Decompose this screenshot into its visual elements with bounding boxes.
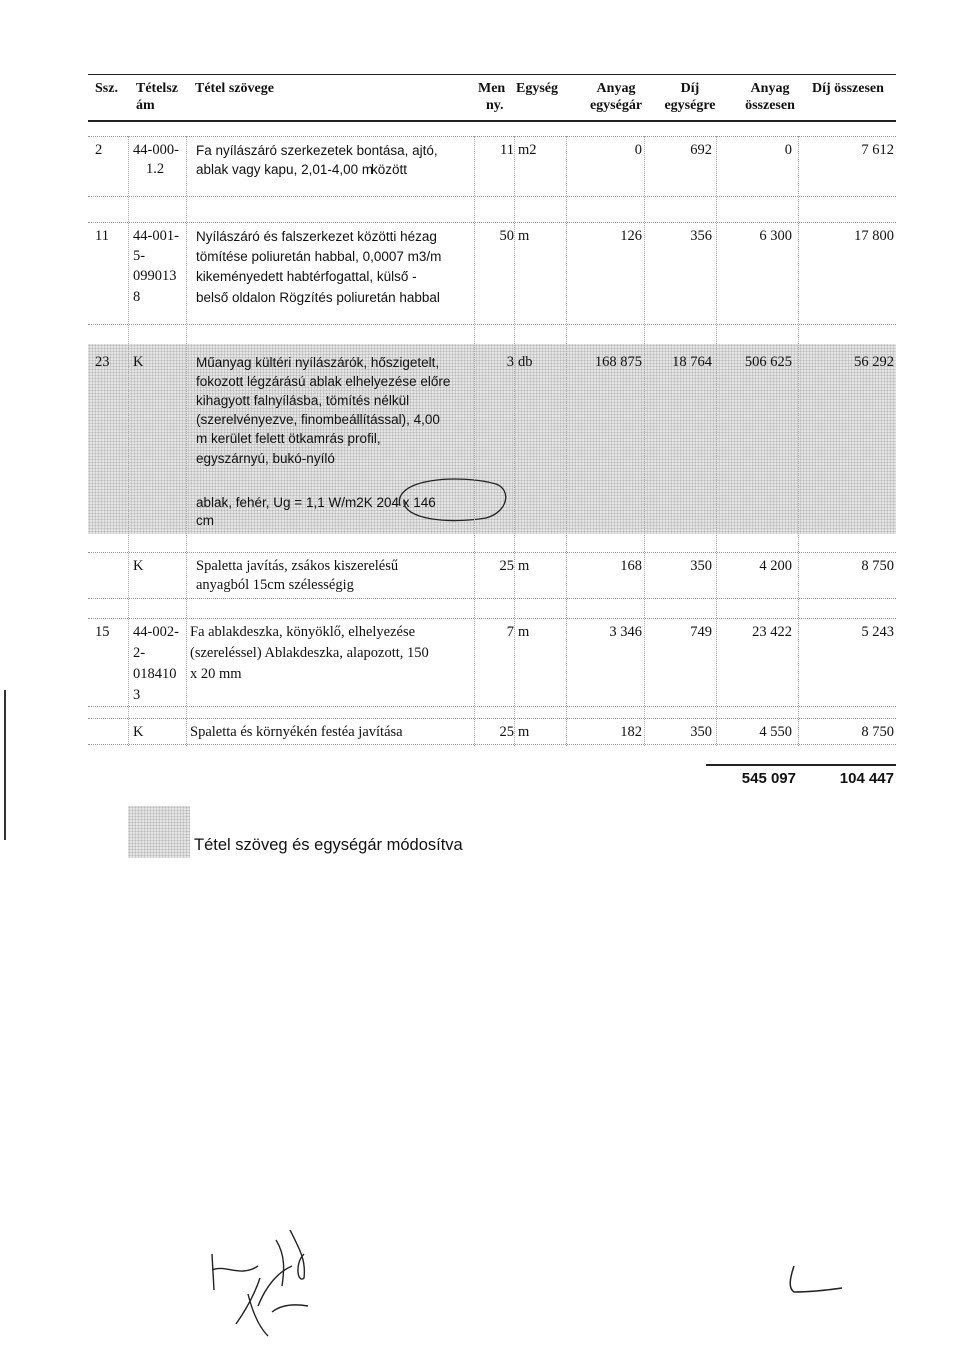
header-tetelszam-2: ám: [136, 98, 155, 113]
row-szoveg: (szerelvényezve, finombeállítással), 4,00: [196, 412, 440, 427]
row-rule: [88, 744, 896, 745]
total-dij-osszesen: 104 447: [839, 770, 894, 787]
row-mennyiseg: 3: [506, 354, 514, 370]
row-anyag-osszesen: 0: [784, 142, 792, 158]
row-egyseg: m: [518, 624, 530, 640]
header-egyseg: Egység: [516, 81, 558, 96]
row-ssz: 15: [95, 624, 110, 640]
row-anyag-egysegar: 126: [620, 228, 642, 244]
row-rule: [88, 136, 896, 137]
row-dij-osszesen: 7 612: [861, 142, 894, 158]
row-mennyiseg: 7: [506, 624, 514, 640]
row-tetelszam: 5-: [133, 248, 146, 264]
row-egyseg: m: [518, 228, 530, 244]
row-dij-egysegre: 749: [690, 624, 712, 640]
header-anyag-egysegar-1: Anyag: [596, 81, 636, 96]
row-egyseg: m: [518, 724, 530, 740]
row-dij-egysegre: 350: [690, 724, 712, 740]
row-anyag-osszesen: 6 300: [759, 228, 792, 244]
signature-left: [200, 1220, 340, 1340]
column-separator: [644, 136, 645, 746]
row-szoveg: Nyílászáró és falszerkezet közötti hézag: [196, 229, 437, 244]
row-tetelszam: 44-001-: [133, 228, 179, 244]
row-dij-egysegre: 350: [690, 558, 712, 574]
legend-note: Tétel szöveg és egységár módosítva: [194, 836, 463, 854]
row-rule: [88, 706, 896, 707]
header-szoveg: Tétel szövege: [195, 81, 274, 96]
row-tetelszam: 44-000-: [133, 142, 179, 158]
row-tetelszam: 099013: [133, 268, 177, 284]
row-anyag-osszesen: 23 422: [752, 624, 792, 640]
row-tetelszam: K: [133, 724, 144, 740]
column-separator: [186, 136, 187, 746]
row-dij-osszesen: 8 750: [861, 558, 894, 574]
row-mennyiseg: 11: [500, 142, 514, 158]
column-separator: [514, 136, 515, 746]
header-bottom-rule: [88, 120, 896, 122]
row-anyag-egysegar: 182: [620, 724, 642, 740]
row-szoveg: x 20 mm: [190, 666, 242, 682]
row-anyag-osszesen: 506 625: [744, 354, 792, 370]
row-rule: [88, 598, 896, 599]
column-separator: [128, 136, 129, 746]
row-dij-osszesen: 56 292: [854, 354, 894, 370]
row-ssz: 2: [95, 142, 103, 158]
row-egyseg: m2: [518, 142, 537, 158]
legend-swatch: [128, 806, 190, 858]
row-rule: [88, 718, 896, 719]
row-tetelszam: 2-: [133, 645, 146, 661]
row-szoveg: Műanyag kültéri nyílászárók, hőszigetelt,: [196, 355, 440, 370]
row-mennyiseg: 25: [499, 724, 514, 740]
row-dij-egysegre: 18 764: [672, 354, 712, 370]
row-anyag-osszesen: 4 200: [759, 558, 792, 574]
row-szoveg: Fa ablakdeszka, könyöklő, elhelyezése: [190, 624, 416, 640]
header-anyag-osszesen-2: összesen: [745, 98, 795, 113]
header-mennyiseg-1: Men: [478, 81, 506, 96]
row-tetelszam: 3: [133, 687, 141, 703]
row-szoveg: fokozott légzárású ablak elhelyezése előre: [196, 374, 451, 389]
column-separator: [474, 136, 475, 746]
row-szoveg: kikeményedett habtérfogattal, külső -: [196, 269, 417, 284]
column-separator: [716, 136, 717, 746]
header-anyag-egysegar-2: egységár: [589, 98, 643, 113]
row-tetelszam: K: [133, 558, 144, 574]
row-dij-egysegre: 356: [690, 228, 712, 244]
row-ssz: 23: [95, 354, 110, 370]
row-dij-egysegre: 692: [690, 142, 712, 158]
row-szoveg: Spaletta és környékén festéa javítása: [190, 724, 403, 740]
row-szoveg: Fa nyílászáró szerkezetek bontása, ajtó,: [196, 143, 438, 158]
row-szoveg: ablak, fehér, Ug = 1,1 W/m2K 204 x 146: [196, 495, 436, 510]
header-ssz: Ssz.: [95, 81, 118, 96]
column-separator: [798, 136, 799, 746]
row-szoveg: ablak vagy kapu, 2,01-4,00 m: [196, 162, 374, 177]
total-anyag-osszesen: 545 097: [741, 770, 796, 787]
row-ssz: 11: [95, 228, 109, 244]
row-rule: [88, 552, 896, 553]
header-mennyiseg-2: ny.: [486, 98, 504, 113]
row-tetelszam: 018410: [133, 666, 177, 682]
header-dij-egysegre-2: egységre: [664, 98, 716, 113]
row-egyseg: db: [518, 354, 533, 370]
header-dij-egysegre-1: Díj: [680, 81, 700, 96]
row-rule: [88, 618, 896, 619]
row-szoveg: belső oldalon Rögzítés poliuretán habbal: [196, 290, 440, 305]
row-anyag-egysegar: 168 875: [594, 354, 642, 370]
row-anyag-egysegar: 3 346: [609, 624, 642, 640]
hand-drawn-circle-mark: [300, 470, 530, 530]
signature-right: [780, 1258, 860, 1298]
header-dij-osszesen: Díj összesen: [812, 81, 884, 96]
column-separator: [566, 136, 567, 746]
row-szoveg: kihagyott falnyílásba, tömítés nélkül: [196, 393, 410, 408]
row-rule: [88, 324, 896, 325]
row-dij-osszesen: 8 750: [861, 724, 894, 740]
header-tetelszam-1: Tételsz: [136, 81, 178, 96]
totals-rule: [706, 764, 896, 766]
row-szoveg: m kerület felett ötkamrás profil,: [196, 431, 381, 446]
header-top-rule: [88, 74, 896, 75]
scan-edge-mark: [4, 690, 6, 840]
row-szoveg: egyszárnyú, bukó-nyíló: [196, 451, 335, 466]
row-anyag-egysegar: 168: [620, 558, 642, 574]
row-tetelszam: K: [133, 354, 144, 370]
row-tetelszam: 1.2: [146, 161, 165, 177]
row-dij-osszesen: 17 800: [854, 228, 894, 244]
row-rule: [88, 222, 896, 223]
row-szoveg: cm: [196, 513, 214, 528]
row-tetelszam: 44-002-: [133, 624, 179, 640]
row-dij-osszesen: 5 243: [861, 624, 894, 640]
row-mennyiseg: 25: [499, 558, 514, 574]
row-szoveg: anyagból 15cm szélességig: [196, 577, 354, 593]
row-egyseg: m: [518, 558, 530, 574]
header-anyag-osszesen-1: Anyag: [750, 81, 790, 96]
row-szoveg: között: [371, 162, 408, 177]
row-szoveg: tömítése poliuretán habbal, 0,0007 m3/m: [196, 249, 442, 264]
row-szoveg: Spaletta javítás, zsákos kiszerelésű: [196, 558, 399, 574]
row-szoveg: (szereléssel) Ablakdeszka, alapozott, 150: [190, 645, 429, 661]
row-mennyiseg: 50: [499, 228, 514, 244]
row-anyag-osszesen: 4 550: [759, 724, 792, 740]
row-anyag-egysegar: 0: [634, 142, 642, 158]
row-rule: [88, 196, 896, 197]
row-tetelszam: 8: [133, 289, 141, 305]
